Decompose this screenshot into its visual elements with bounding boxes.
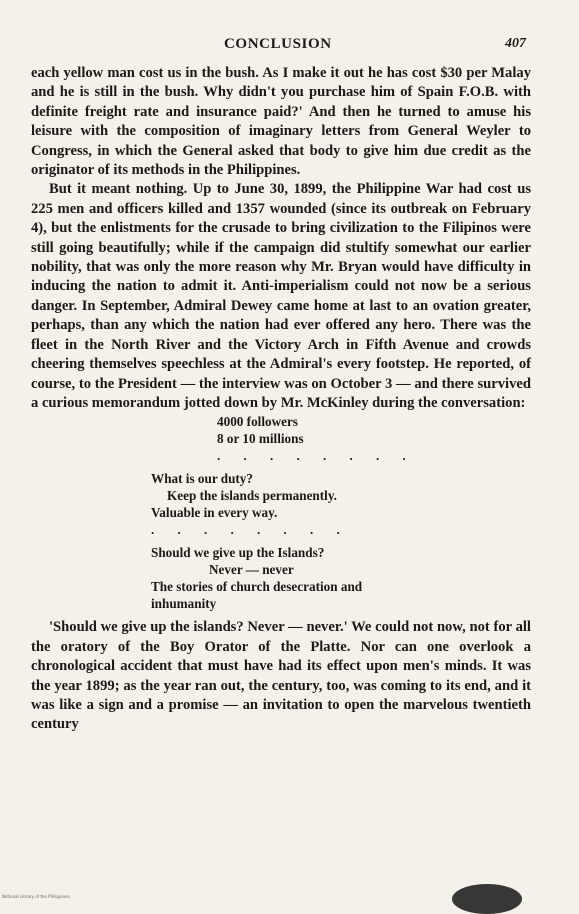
memo-line: Keep the islands permanently. <box>167 488 337 504</box>
page-header <box>0 36 579 56</box>
paragraph-continuation: each yellow man cost us in the bush. As I make it out he has cost $30 per Malay and he is still in the bush. Why didn't you purchase him of Spain F.O.B. with definite freight rate and insurance paid?' And then he turned to amuse his leisure with the composition of imaginary letters from General Weyler to Congress, in which the General asked that body to give him due credit as the originator of its methods in the Philippines. <box>31 65 531 179</box>
memo-line: Should we give up the Islands? <box>151 545 325 561</box>
library-footer: National Library of the Philippines <box>2 894 70 899</box>
page-number: 407 <box>505 36 526 51</box>
body-text <box>31 64 531 735</box>
memo-line: What is our duty? <box>151 471 253 487</box>
mckinley-memorandum <box>31 413 531 612</box>
memo-line: inhumanity <box>151 596 217 612</box>
paragraph-dewey: But it meant nothing. Up to June 30, 1899, the Philippine War had cost us 225 men and officers killed and 1357 wounded (since its outbreak on February 4), but the enlistments for the crusade to bring civilization to the Filipinos were still going beautifully; while if the campaign did stultify somewhat our earlier nobility, that was only the more reason why Mr. Bryan would have difficulty in inducing the nation to admit it. Anti-imperialism could not now be a serious danger. In September, Admiral Dewey came home at last to an ovation greater, perhaps, than any which the nation had ever offered any hero. There was the fleet in the North River and the Victory Arch in Fifth Avenue and crowds cheering themselves speechless at the Admiral's every footstep. He reported, of course, to the President — the interview was on October 3 — and there survived a curious memorandum jotted down by Mr. McKinley during the conversation: <box>31 181 531 411</box>
paragraph-never: 'Should we give up the islands? Never — never.' We could not now, not for all the oratory of the Boy Orator of the Platte. Nor can one overlook a chronological accident that must have had its effect upon men's minds. It was the year 1899; as the year ran out, the century, too, was coming to its end, and it was like a sign and a promise — an invitation to open the marvelous twentieth century <box>31 619 531 733</box>
scan-artifact <box>452 884 522 914</box>
memo-line: 4000 followers <box>217 414 298 430</box>
memo-line: Never — never <box>209 562 294 578</box>
running-head: CONCLUSION <box>224 36 332 52</box>
memo-line: The stories of church desecration and <box>151 579 363 595</box>
memo-line: 8 or 10 millions <box>217 431 304 447</box>
memo-line: Valuable in every way. <box>151 505 278 521</box>
memo-ellipsis: . . . . . . . . <box>151 522 350 538</box>
memo-ellipsis: . . . . . . . . <box>217 448 416 464</box>
